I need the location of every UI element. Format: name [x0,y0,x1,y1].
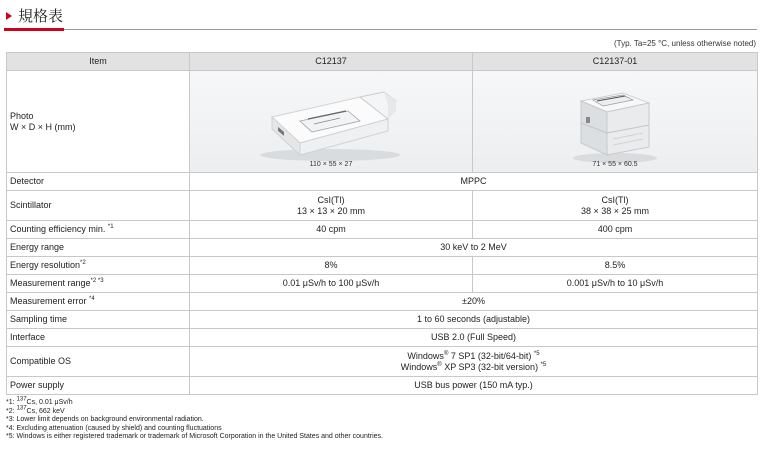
header-c12137: C12137 [190,53,473,71]
table-row-interface [7,329,758,347]
table-row-energy-resolution [7,257,758,275]
footnote-3: *3: Lower limit depends on background environmental radiation. [6,416,204,423]
footnote-2: *2: $^{137}$Cs, 662 keV [6,405,65,415]
value-detector: MPPC [190,173,758,191]
table-row-energy-range [7,239,758,257]
value-scintillator-c12137 [190,191,473,221]
photo-label: Photo [10,110,34,121]
header-item: Item [7,53,190,71]
scint-c1-size: 13 × 13 × 20 mm [296,205,366,216]
value-counting-c12137: 40 cpm [190,221,473,239]
device-c12137-01-image [473,71,758,172]
footnote-1: *1: $^{137}$Cs, 0.01 μSv/h [6,396,73,406]
photo-c12137 [190,71,473,173]
value-compatible-os: Windows® 7 SP1 (32-bit/64-bit) $^{*5}$ Windows® XP SP3 (32-bit version) $^{*5}$ [190,347,758,377]
dim-c12137-01: 71 × 55 × 60.5 [592,161,638,168]
table-header-row [7,53,758,71]
row-label-energy-range: Energy range [7,239,190,257]
section-heading [4,3,757,30]
header-c12137-01: C12137-01 [473,53,758,71]
value-meas-range-c12137: 0.01 μSv/h to 100 μSv/h [190,275,473,293]
value-interface: USB 2.0 (Full Speed) [190,329,758,347]
row-label-interface: Interface [7,329,190,347]
row-label-measurement-range: Measurement range$^{*2 *3}$ [7,275,190,293]
footnotes [6,396,384,442]
value-measurement-error: ±20% [190,293,758,311]
photo-c12137-01 [473,71,758,173]
value-counting-c12137-01: 400 cpm [473,221,758,239]
red-triangle-icon [6,12,12,20]
scint-c2-size: 38 × 38 × 25 mm [580,205,650,216]
row-label-scintillator: Scintillator [7,191,190,221]
value-energy-res-c12137-01: 8.5% [473,257,758,275]
heading-accent-line [4,28,64,31]
section-title: 規格表 [18,7,64,25]
device-c12137-image [190,71,473,172]
table-row-measurement-error [7,293,758,311]
table-row-measurement-range [7,275,758,293]
row-label-detector: Detector [7,173,190,191]
spec-table [6,52,758,395]
table-row-photo [7,71,758,173]
conditions-note: (Typ. Ta=25 °C, unless otherwise noted) [613,39,756,48]
photo-unit: W × D × H (mm) [10,121,76,132]
table-row-sampling-time [7,311,758,329]
scint-c2-material: CsI(Tl) [601,194,629,205]
row-label-measurement-error: Measurement error $^{*4}$ [7,293,190,311]
row-label-counting-efficiency: Counting efficiency min. $^{*1}$ [7,221,190,239]
dim-c12137: 110 × 55 × 27 [309,161,353,168]
footnote-5: *5: Windows is either registered trademark or trademark of Microsoft Corporation in the United States and other countries. [6,433,384,440]
row-label-power-supply: Power supply [7,377,190,395]
row-label-energy-resolution: Energy resolution$^{*2}$ [7,257,190,275]
table-row-power-supply [7,377,758,395]
value-energy-range: 30 keV to 2 MeV [190,239,758,257]
table-row-counting-efficiency [7,221,758,239]
footnote-4: *4: Excluding attenuation (caused by shield) and counting fluctuations [6,424,222,432]
value-sampling-time: 1 to 60 seconds (adjustable) [190,311,758,329]
table-row-compatible-os [7,347,758,377]
row-label-photo [7,71,190,173]
row-label-sampling-time: Sampling time [7,311,190,329]
value-scintillator-c12137-01 [473,191,758,221]
row-label-compatible-os: Compatible OS [7,347,190,377]
value-energy-res-c12137: 8% [190,257,473,275]
table-row-scintillator [7,191,758,221]
value-meas-range-c12137-01: 0.001 μSv/h to 10 μSv/h [473,275,758,293]
value-power-supply: USB bus power (150 mA typ.) [190,377,758,395]
scint-c1-material: CsI(Tl) [317,194,345,205]
table-row-detector [7,173,758,191]
